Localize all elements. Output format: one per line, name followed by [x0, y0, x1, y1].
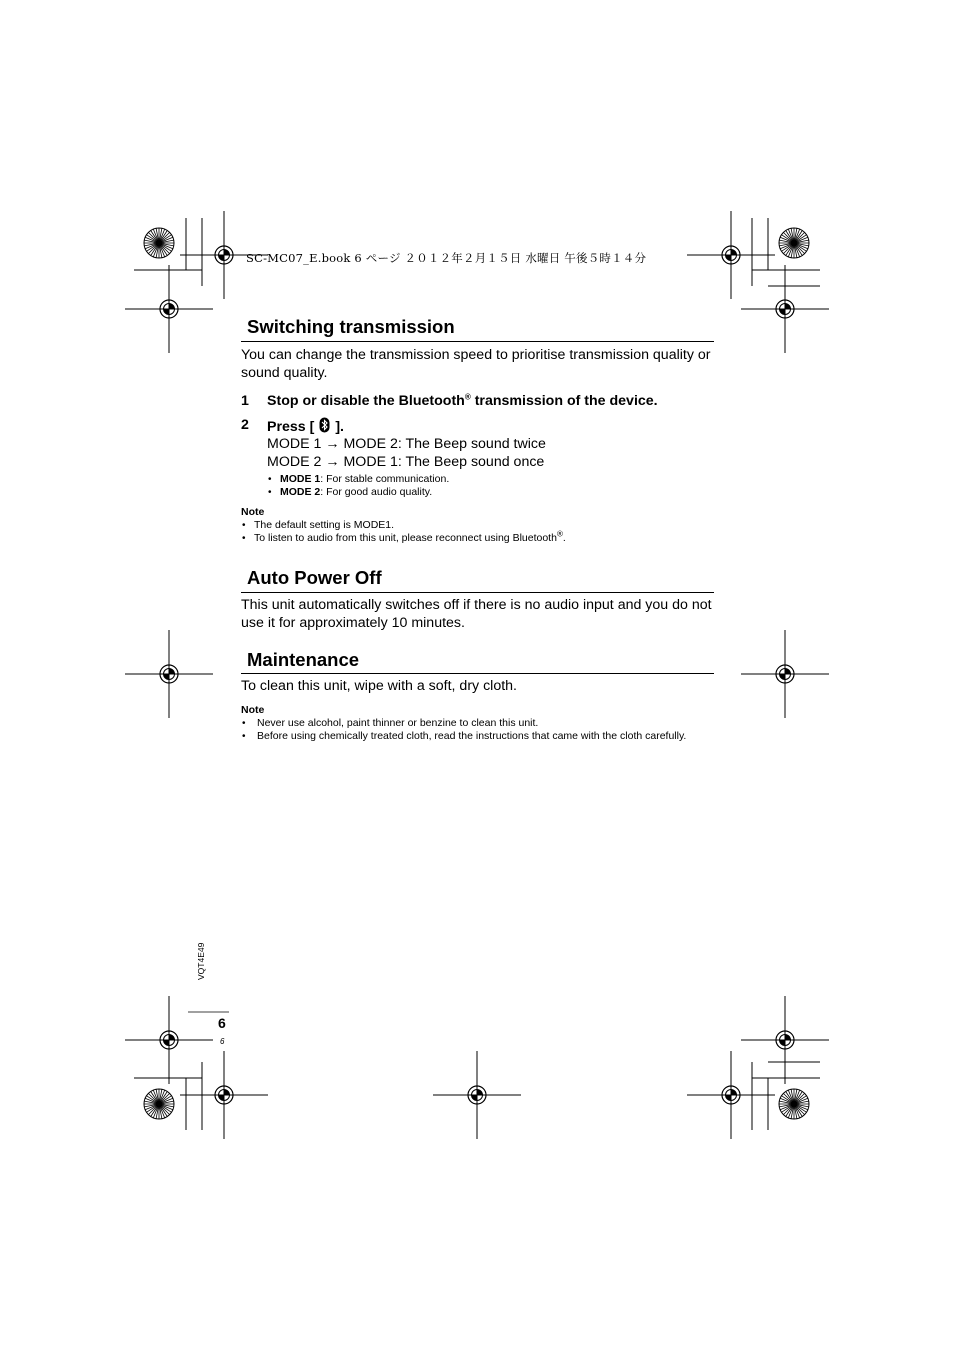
- note-item: [254, 529, 566, 544]
- section-title-switching: Switching transmission: [247, 316, 455, 337]
- section-rule: [241, 673, 714, 674]
- step-number: 2: [241, 417, 249, 433]
- note-label: Note: [241, 506, 265, 518]
- bullet: •: [268, 474, 272, 485]
- step-2-text-b: ].: [335, 419, 344, 435]
- mode-line-2: MODE 2 → MODE 1: The Beep sound once: [267, 454, 545, 470]
- bullet: •: [242, 520, 246, 531]
- bullet: •: [242, 718, 246, 729]
- page-number-small: 6: [220, 1037, 225, 1046]
- note-label: Note: [241, 704, 265, 716]
- section-rule: [241, 592, 714, 593]
- bullet: •: [242, 533, 246, 544]
- mode-bullet-2: [280, 486, 432, 498]
- bullet: •: [268, 487, 272, 498]
- step-1-text: [267, 393, 658, 409]
- page-number: 6: [218, 1015, 226, 1031]
- document-code: VQT4E49: [196, 942, 206, 980]
- step-1-text-b: transmission of the device.: [470, 393, 658, 409]
- step-1-text-a: Stop or disable the Bluetooth: [267, 393, 465, 409]
- step-2-text-a: Press [: [267, 419, 315, 435]
- note-item: Never use alcohol, paint thinner or benzine to clean this unit.: [257, 717, 539, 729]
- registered-mark: ®: [556, 529, 563, 539]
- mode-line-1: MODE 1 → MODE 2: The Beep sound twice: [267, 436, 546, 452]
- switching-intro: You can change the transmission speed to prioritise transmission quality or sound quality.: [241, 347, 711, 381]
- mode-desc: : For stable communication.: [320, 473, 450, 485]
- note-item: Before using chemically treated cloth, read the instructions that came with the cloth carefully.: [257, 730, 687, 742]
- step-number: 1: [241, 393, 249, 409]
- mode-desc: : For good audio quality.: [320, 486, 433, 498]
- section-rule: [241, 341, 714, 342]
- maintenance-body: To clean this unit, wipe with a soft, dry cloth.: [241, 678, 517, 694]
- mode-bullet-1: [280, 473, 449, 485]
- section-title-maintenance: Maintenance: [247, 649, 360, 670]
- note-item-end: .: [562, 532, 566, 544]
- note-item: The default setting is MODE1.: [254, 519, 395, 531]
- section-title-auto-power-off: Auto Power Off: [247, 567, 382, 588]
- mode-term: MODE 2: [280, 486, 321, 498]
- mode-term: MODE 1: [280, 473, 321, 485]
- registered-mark: ®: [464, 392, 471, 402]
- auto-power-off-body: This unit automatically switches off if there is no audio input and you do not use it for approximately 10 minutes.: [241, 597, 712, 631]
- note-item-text: To listen to audio from this unit, please reconnect using Bluetooth: [254, 532, 557, 544]
- print-header: SC-MC07_E.book 6 ページ ２０１２年２月１５日 水曜日 午後５時１４分: [246, 251, 647, 265]
- step-2-text: [267, 417, 344, 437]
- bluetooth-button-icon: [319, 417, 330, 437]
- bullet: •: [242, 731, 246, 742]
